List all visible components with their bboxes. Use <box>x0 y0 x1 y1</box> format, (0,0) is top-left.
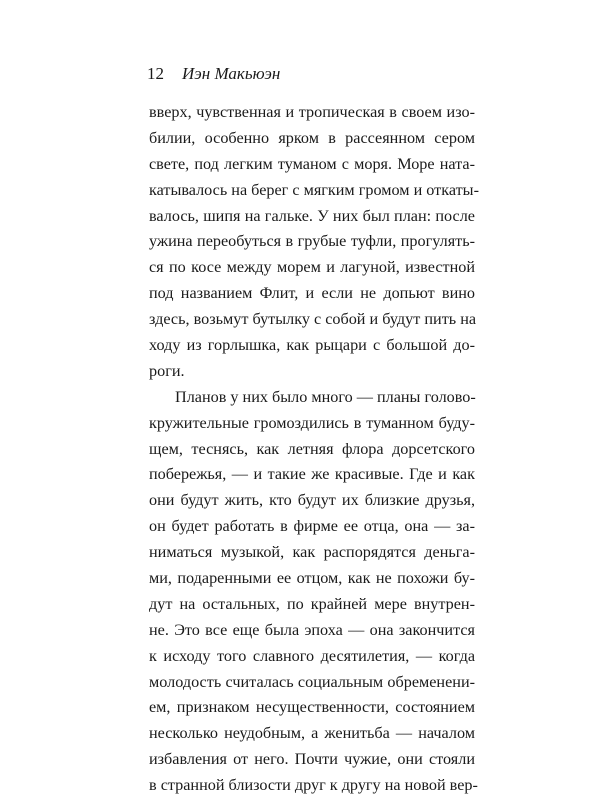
text-line: билии, особенно ярком в рассеянном сером <box>149 128 475 147</box>
text-line: ся по косе между морем и лагуной, известной <box>149 258 475 277</box>
text-line: кружительные громоздились в туманном буду- <box>149 413 475 432</box>
text-line: ниматься музыкой, как распорядятся деньга- <box>149 543 475 562</box>
text-line: избавления от него. Почти чужие, они стояли <box>149 750 475 769</box>
text-line: он будет работать в фирме ее отца, она — за- <box>149 517 475 536</box>
text-line: ми, подаренными ее отцом, как не похожи бу- <box>149 569 475 588</box>
text-line: они будут жить, кто будут их близкие друзья, <box>149 491 475 510</box>
text-line-paragraph-start: Планов у них было много — планы голово- <box>175 387 476 406</box>
text-line: под названием Флит, и если не допьют вино <box>149 284 475 303</box>
text-line: ходу из горлышка, как рыцари с большой до- <box>149 336 475 355</box>
text-line: вверх, чувственная и тропическая в своем изо- <box>149 103 475 121</box>
page-number: 12 <box>147 64 164 83</box>
text-line: дут на остальных, по крайней мере внутрен- <box>149 594 475 613</box>
text-line: несколько неудобным, а женитьба — началом <box>149 724 475 743</box>
text-line: катывалось на берег с мягким громом и откаты- <box>149 180 479 199</box>
text-line: побережья, — и такие же красивые. Где и как <box>149 465 475 484</box>
text-line: ужина переобуться в грубые туфли, прогулять- <box>149 232 475 251</box>
text-line: щем, теснясь, как летняя флора дорсетского <box>149 439 475 458</box>
text-line: здесь, возьмут бутылку с собой и будут пить на <box>149 310 477 329</box>
text-line: в странной близости друг к другу на новой вер- <box>149 776 478 795</box>
text-line: не. Это все еще была эпоха — она закончится <box>149 620 475 639</box>
text-line: молодость считалась социальным обременени- <box>149 672 475 691</box>
text-line: к исходу того славного десятилетия, — когда <box>149 646 475 665</box>
text-line: валось, шипя на гальке. У них был план: после <box>149 206 475 225</box>
running-head-author: Иэн Макьюэн <box>182 64 281 83</box>
text-line: ем, признаком несущественности, состоянием <box>149 698 475 717</box>
text-line: свете, под легким туманом с моря. Море ната- <box>149 154 475 173</box>
body-text <box>149 100 479 799</box>
text-line-paragraph-end: роги. <box>149 361 185 380</box>
page-header <box>147 64 280 84</box>
